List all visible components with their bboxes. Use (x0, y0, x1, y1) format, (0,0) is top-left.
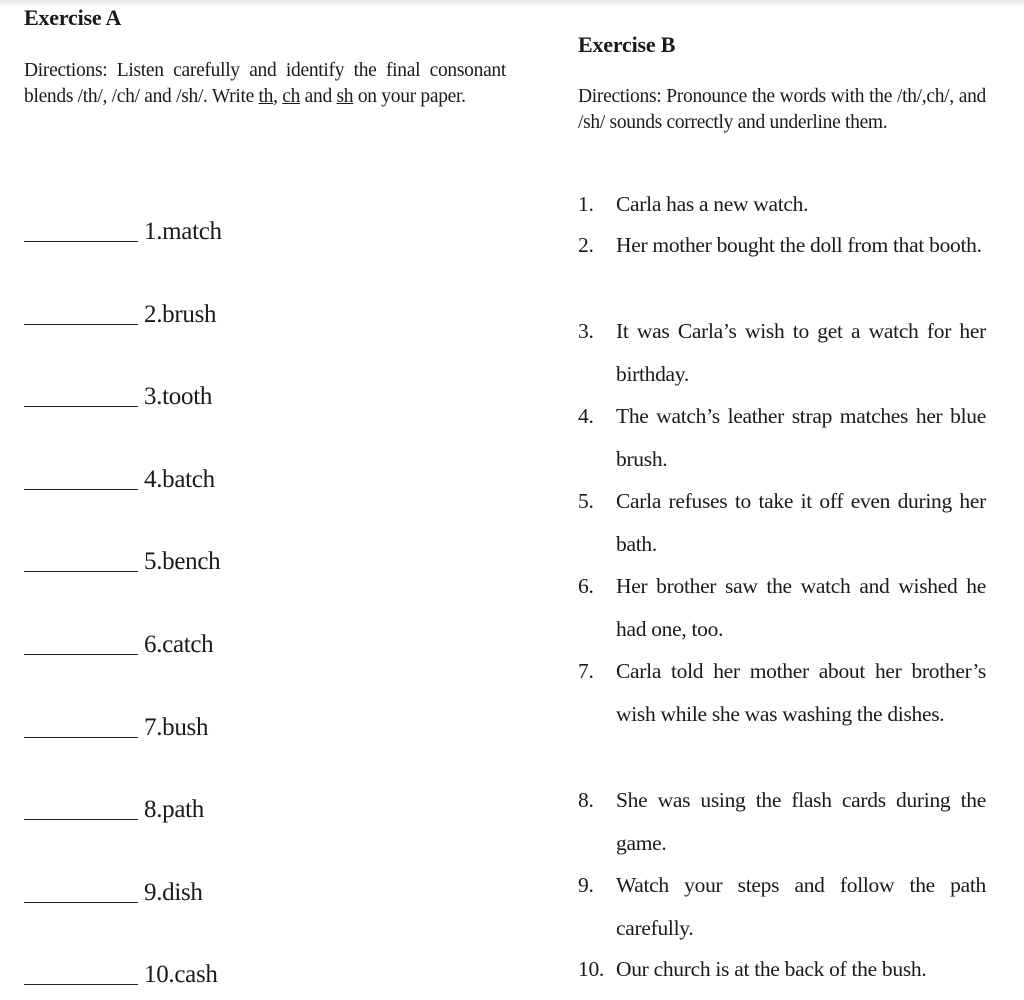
directions-text: Directions: Listen carefully and identify the final consonant blends /th/, /ch/ and /sh/. Write (24, 60, 506, 107)
sentence-number: 2. (578, 233, 594, 257)
sentence-number: 1. (578, 192, 594, 216)
sentence-text: Her mother bought the doll from that booth. (616, 233, 982, 257)
sentence-item (578, 650, 986, 736)
sentence-text: Carla refuses to take it off even during her bath. (616, 489, 986, 556)
answer-blank[interactable] (24, 571, 138, 572)
word-label: 3.tooth (144, 383, 213, 410)
sentence-item (578, 183, 986, 226)
exercise-b-title: Exercise B (578, 32, 676, 57)
directions-underlined-ch: ch (282, 86, 301, 107)
directions-separator: , (273, 86, 283, 107)
word-label: 10.cash (144, 961, 218, 988)
answer-blank[interactable] (24, 819, 138, 820)
sentence-item (578, 948, 986, 991)
answer-blank[interactable] (24, 406, 138, 407)
sentence-text: Her brother saw the watch and wished he had one, too. (616, 574, 986, 641)
exercise-b-directions: Directions: Pronounce the words with the /th/,ch/, and /sh/ sounds correctly and underline them. (578, 86, 986, 133)
word-item (24, 295, 324, 329)
sentence-number: 10. (578, 957, 604, 981)
word-item (24, 625, 324, 659)
sentence-number: 6. (578, 574, 594, 598)
word-label: 2.brush (144, 301, 217, 328)
sentence-item (578, 480, 986, 566)
sentence-item (578, 565, 986, 651)
sentence-number: 8. (578, 788, 594, 812)
answer-blank[interactable] (24, 654, 138, 655)
answer-blank[interactable] (24, 241, 138, 242)
word-item (24, 790, 324, 824)
sentence-item (578, 864, 986, 950)
word-item (24, 377, 324, 411)
directions-separator: and (300, 86, 337, 107)
word-label: 5.bench (144, 548, 221, 575)
sentence-item (578, 310, 986, 396)
word-item (24, 708, 324, 742)
sentence-number: 4. (578, 404, 594, 428)
sentence-item (578, 224, 986, 267)
word-label: 1.match (144, 218, 222, 245)
sentence-text: Our church is at the back of the bush. (616, 957, 927, 981)
exercise-a-title: Exercise A (24, 5, 122, 30)
exercise-a-directions (24, 58, 506, 110)
word-label: 4.batch (144, 466, 215, 493)
sentence-number: 5. (578, 489, 594, 513)
sentence-item (578, 779, 986, 865)
word-item (24, 542, 324, 576)
sentence-number: 7. (578, 659, 594, 683)
sentence-text: Carla has a new watch. (616, 192, 809, 216)
word-item (24, 212, 324, 246)
sentence-text: The watch’s leather strap matches her blue brush. (616, 404, 986, 471)
directions-text-end: on your paper. (353, 86, 466, 107)
word-item (24, 955, 324, 989)
sentence-text: She was using the flash cards during the game. (616, 788, 986, 855)
sentence-text: Carla told her mother about her brother’s wish while she was washing the dishes. (616, 659, 986, 726)
directions-underlined-sh: sh (336, 86, 354, 107)
directions-underlined-th: th (258, 86, 274, 107)
answer-blank[interactable] (24, 737, 138, 738)
word-label: 6.catch (144, 631, 214, 658)
word-item (24, 873, 324, 907)
word-label: 8.path (144, 796, 204, 823)
word-item (24, 460, 324, 494)
top-shadow-bar (0, 0, 1024, 7)
answer-blank[interactable] (24, 902, 138, 903)
answer-blank[interactable] (24, 489, 138, 490)
sentence-text: Watch your steps and follow the path carefully. (616, 873, 986, 940)
word-label: 9.dish (144, 879, 203, 906)
sentence-number: 9. (578, 873, 594, 897)
sentence-text: It was Carla’s wish to get a watch for her birthday. (616, 319, 986, 386)
word-label: 7.bush (144, 714, 209, 741)
answer-blank[interactable] (24, 984, 138, 985)
answer-blank[interactable] (24, 324, 138, 325)
sentence-number: 3. (578, 319, 594, 343)
sentence-item (578, 395, 986, 481)
